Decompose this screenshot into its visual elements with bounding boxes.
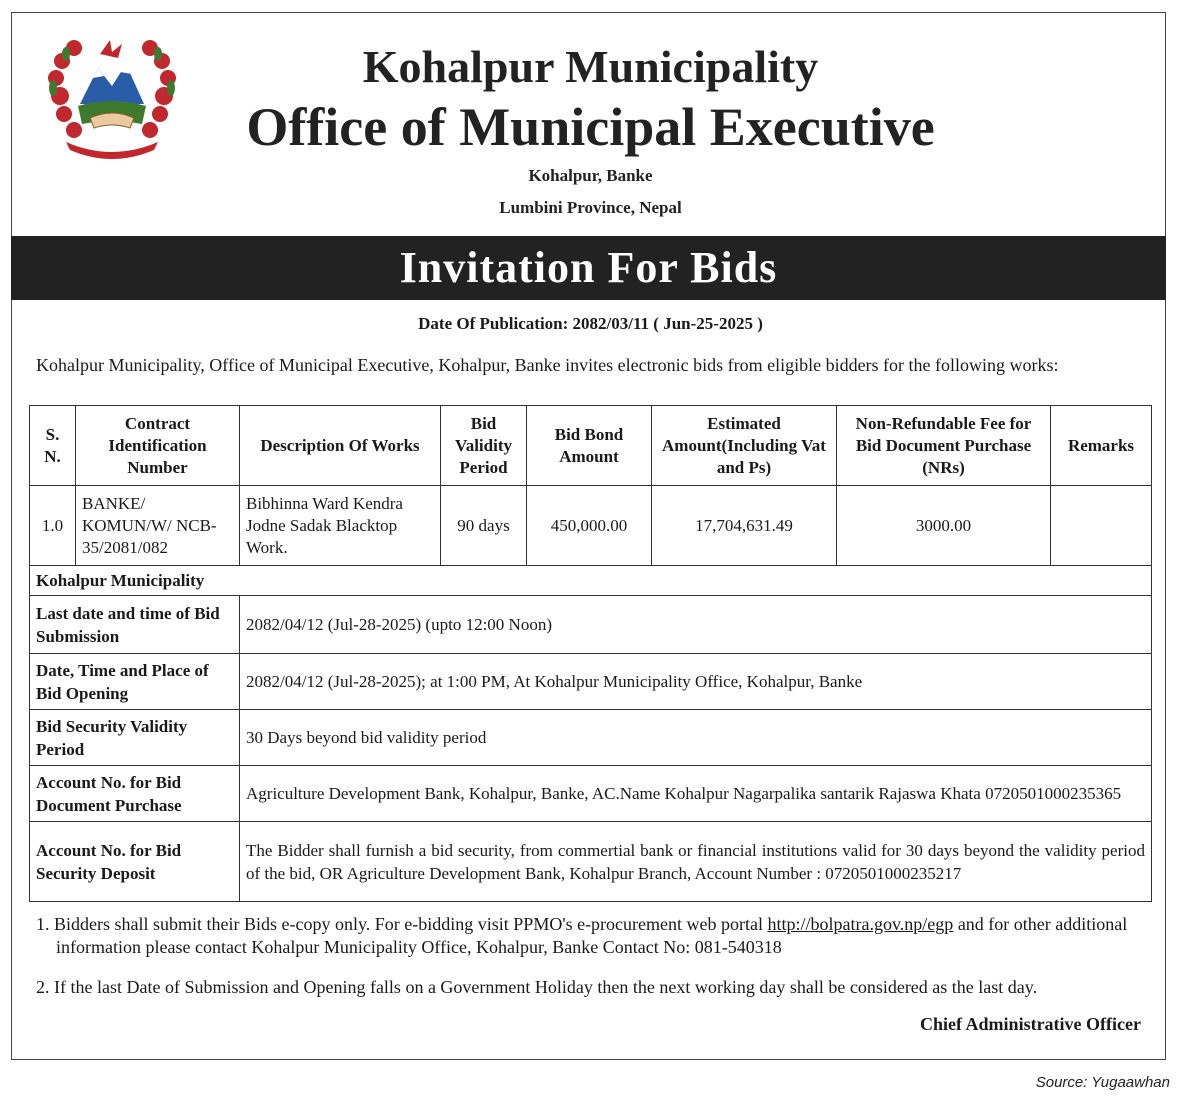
table-header-row [30, 406, 1152, 486]
cell-sn: 1.0 [30, 486, 76, 566]
egp-portal-link[interactable]: http://bolpatra.gov.np/egp [767, 914, 954, 934]
section-row [30, 566, 1152, 596]
header-sn: S. N. [30, 406, 76, 486]
bid-table [29, 405, 1152, 902]
header-validity: Bid Validity Period [441, 406, 527, 486]
table-row [30, 486, 1152, 566]
detail-label: Date, Time and Place of Bid Opening [30, 654, 240, 710]
detail-row [30, 596, 1152, 654]
address-line-2: Lumbini Province, Nepal [499, 198, 682, 217]
cell-bond: 450,000.00 [527, 486, 652, 566]
detail-value: 2082/04/12 (Jul-28-2025) (upto 12:00 Noon) [240, 596, 1152, 654]
header-estimated: Estimated Amount(Including Vat and Ps) [652, 406, 837, 486]
detail-label: Account No. for Bid Document Purchase [30, 766, 240, 822]
detail-value: Agriculture Development Bank, Kohalpur, Banke, AC.Name Kohalpur Nagarpalika santarik Rajaswa Khata 0720501000235365 [240, 766, 1152, 822]
intro-paragraph: Kohalpur Municipality, Office of Municipal Executive, Kohalpur, Banke invites electronic bids from eligible bidders for the following works: [36, 355, 1059, 375]
cell-remarks [1051, 486, 1152, 566]
header-fee: Non-Refundable Fee for Bid Document Purchase (NRs) [837, 406, 1051, 486]
signature: Chief Administrative Officer [920, 1014, 1141, 1034]
note-1-text-after: and for other additional information please contact Kohalpur Municipality Office, Kohalpur, Banke Contact No: 081-540318 [56, 914, 1128, 957]
note-1 [36, 913, 1142, 959]
detail-row [30, 766, 1152, 822]
detail-label: Bid Security Validity Period [30, 710, 240, 766]
notes [36, 913, 1142, 999]
detail-row [30, 710, 1152, 766]
header-description: Description Of Works [240, 406, 441, 486]
office-title: Office of Municipal Executive [246, 97, 935, 157]
detail-label: Account No. for Bid Security Deposit [30, 822, 240, 902]
publication-date: Date Of Publication: 2082/03/11 ( Jun-25-2025 ) [418, 314, 763, 333]
detail-label: Last date and time of Bid Submission [30, 596, 240, 654]
detail-value: 30 Days beyond bid validity period [240, 710, 1152, 766]
detail-row [30, 822, 1152, 902]
detail-row [30, 654, 1152, 710]
header-contract-id: Contract Identification Number [76, 406, 240, 486]
cell-fee: 3000.00 [837, 486, 1051, 566]
cell-estimated: 17,704,631.49 [652, 486, 837, 566]
note-2: 2. If the last Date of Submission and Opening falls on a Government Holiday then the next working day shall be considered as the last day. [36, 977, 1038, 997]
municipality-title: Kohalpur Municipality [362, 41, 819, 92]
note-1-text: 1. Bidders shall submit their Bids e-copy only. For e-bidding visit PPMO's e-procurement web portal [36, 914, 768, 934]
detail-value: The Bidder shall furnish a bid security, from commertial bank or financial institutions valid for 30 days beyond the validity period of the bid, OR Agriculture Development Bank, Kohalpur Branch, Account Number : 0720501000235217 [240, 822, 1152, 902]
source-credit: Source: Yugaawhan [1035, 1074, 1170, 1091]
address-line-1: Kohalpur, Banke [528, 166, 653, 185]
invitation-banner: Invitation For Bids [11, 236, 1166, 300]
header-remarks: Remarks [1051, 406, 1152, 486]
cell-contract-id: BANKE/ KOMUN/W/ NCB-35/2081/082 [76, 486, 240, 566]
detail-value: 2082/04/12 (Jul-28-2025); at 1:00 PM, At Kohalpur Municipality Office, Kohalpur, Banke [240, 654, 1152, 710]
section-title: Kohalpur Municipality [30, 566, 1152, 596]
cell-validity: 90 days [441, 486, 527, 566]
cell-description: Bibhinna Ward Kendra Jodne Sadak Blacktop Work. [240, 486, 441, 566]
header-bond: Bid Bond Amount [527, 406, 652, 486]
